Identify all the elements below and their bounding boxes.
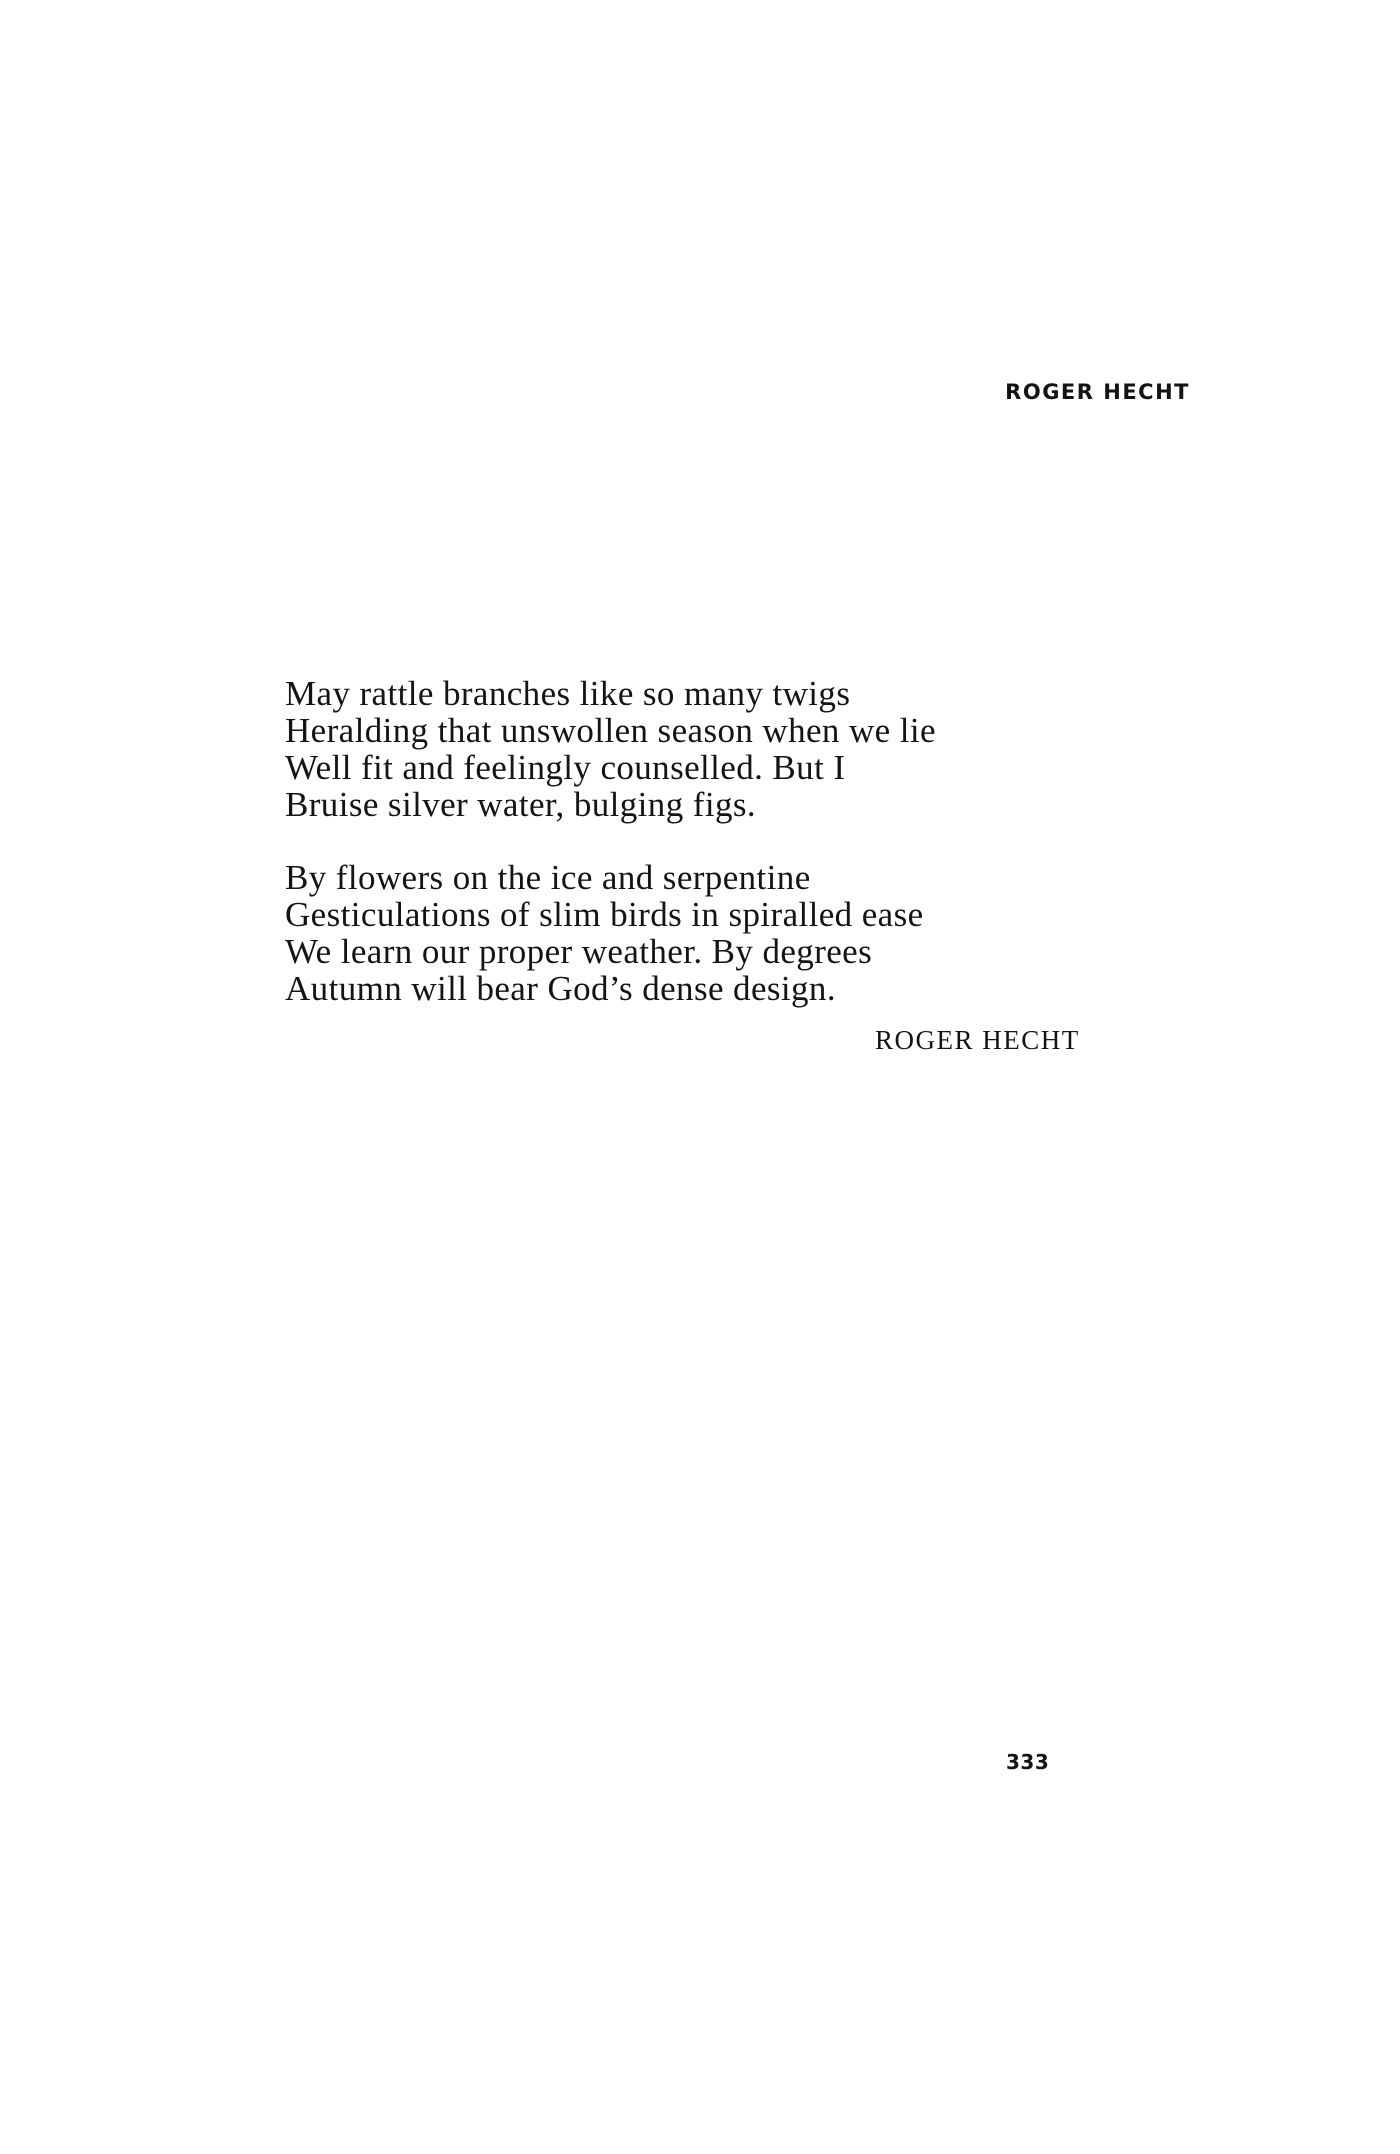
poem-line: Bruise silver water, bulging figs.: [285, 785, 757, 824]
poem-line: Heralding that unswollen season when we lie: [285, 711, 936, 750]
poem-line: By flowers on the ice and serpentine: [285, 858, 811, 897]
stanza-1: [285, 675, 1085, 823]
author-signature: ROGER HECHT: [875, 1025, 1080, 1055]
stanza-2: [285, 859, 1085, 1007]
running-head: ROGER HECHT: [1005, 380, 1190, 404]
page-number: 333: [1006, 1750, 1050, 1774]
poem-line: Well fit and feelingly counselled. But I: [285, 748, 846, 787]
poem-line: Autumn will bear God’s dense design.: [285, 969, 836, 1008]
poem-line: May rattle branches like so many twigs: [285, 674, 851, 713]
poem-line: Gesticulations of slim birds in spiralled ease: [285, 895, 924, 934]
poem-line: We learn our proper weather. By degrees: [285, 932, 873, 971]
poem: [285, 675, 1085, 1043]
